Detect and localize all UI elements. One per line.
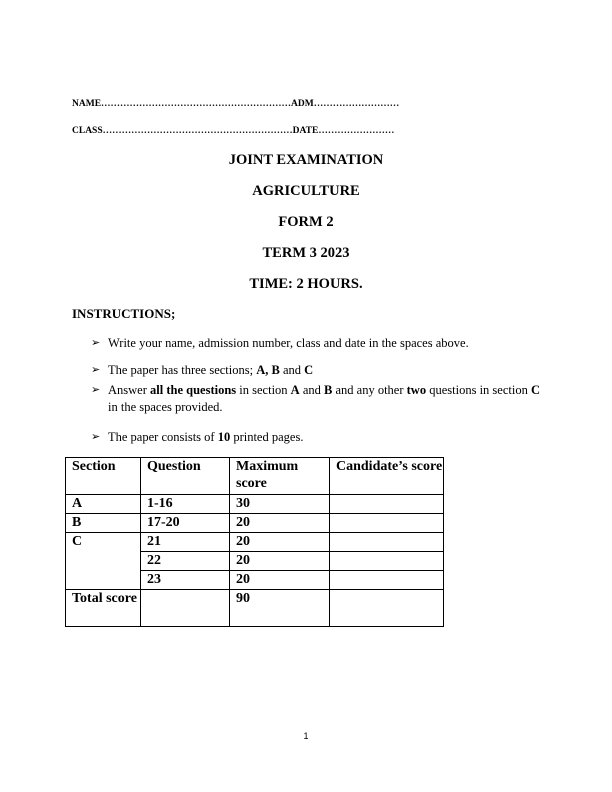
header-section: Section	[66, 458, 141, 495]
total-row	[66, 590, 444, 627]
candidate-score-cell[interactable]	[330, 552, 444, 571]
section-cell: A	[66, 495, 141, 514]
term-title: TERM 3 2023	[262, 245, 350, 261]
section-cell: C	[66, 533, 141, 590]
header-candidate-score: Candidate’s score	[330, 458, 444, 495]
time-title: TIME: 2 HOURS.	[249, 276, 363, 292]
instruction-item: ➢ Answer all the questions in section A and B and any other two questions in section C in the spaces provided.	[91, 383, 540, 414]
question-cell: 21	[141, 533, 230, 552]
max-score-cell: 20	[230, 533, 330, 552]
instruction-item: ➢ The paper has three sections; A, B and C	[91, 363, 314, 377]
max-score-cell: 20	[230, 571, 330, 590]
name-adm-line: NAME……………………………………………………ADM………………………	[72, 99, 400, 109]
question-cell: 22	[141, 552, 230, 571]
candidate-score-cell[interactable]	[330, 571, 444, 590]
instruction-item: ➢ Write your name, admission number, class and date in the spaces above.	[91, 336, 469, 350]
table-row	[66, 533, 444, 552]
table-row	[66, 514, 444, 533]
instruction-item: ➢ The paper consists of 10 printed pages.	[91, 430, 304, 444]
max-score-cell: 20	[230, 514, 330, 533]
header-maximum-score: Maximum score	[230, 458, 330, 495]
score-table	[65, 457, 444, 627]
question-cell: 23	[141, 571, 230, 590]
total-candidate-score[interactable]	[330, 590, 444, 627]
question-cell	[141, 590, 230, 627]
question-cell: 1-16	[141, 495, 230, 514]
score-table-header	[66, 458, 444, 495]
form-title: FORM 2	[278, 214, 334, 230]
arrow-bullet-icon: ➢	[91, 364, 101, 376]
table-row	[66, 495, 444, 514]
arrow-bullet-icon: ➢	[91, 384, 101, 396]
header-question: Question	[141, 458, 230, 495]
total-max-score: 90	[230, 590, 330, 627]
arrow-bullet-icon: ➢	[91, 337, 101, 349]
exam-title: JOINT EXAMINATION	[228, 152, 384, 168]
section-cell: B	[66, 514, 141, 533]
max-score-cell: 20	[230, 552, 330, 571]
candidate-score-cell[interactable]	[330, 533, 444, 552]
total-label: Total score	[66, 590, 141, 627]
candidate-score-cell[interactable]	[330, 514, 444, 533]
subject-title: AGRICULTURE	[252, 183, 360, 199]
max-score-cell: 30	[230, 495, 330, 514]
candidate-score-cell[interactable]	[330, 495, 444, 514]
instructions-heading: INSTRUCTIONS;	[72, 306, 176, 321]
question-cell: 17-20	[141, 514, 230, 533]
page-number: 1	[303, 731, 309, 741]
class-date-line: CLASS……………………………………………………DATE……………………	[72, 126, 395, 136]
arrow-bullet-icon: ➢	[91, 431, 101, 443]
